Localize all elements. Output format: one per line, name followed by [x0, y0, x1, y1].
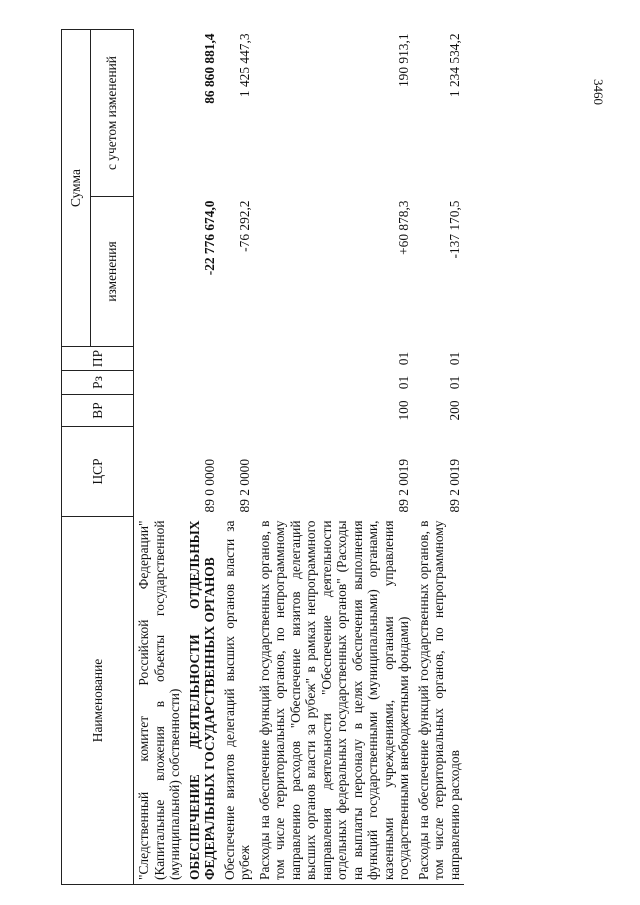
table-row	[255, 29, 414, 884]
table-row	[414, 29, 465, 884]
header-csr: ЦСР	[62, 427, 134, 517]
table-row	[185, 29, 220, 884]
row-total: 1 234 534,2	[446, 33, 462, 98]
row-change: -137 170,5	[446, 200, 462, 259]
row-total: 1 425 447,3	[237, 33, 252, 98]
row-rz	[134, 371, 185, 395]
row-csr: 89 2 0000	[237, 458, 252, 513]
row-vr	[220, 395, 255, 427]
header-vr: ВР	[62, 395, 134, 427]
table-row	[220, 29, 255, 884]
row-change	[134, 197, 185, 347]
row-change: -22 776 674,0	[202, 200, 217, 276]
row-total: 86 860 881,4	[202, 33, 217, 104]
header-name: Наименование	[62, 517, 134, 885]
row-csr: 89 2 0019	[446, 458, 462, 513]
row-vr: 200	[446, 400, 462, 421]
row-vr	[134, 395, 185, 427]
row-pr: 01	[396, 351, 411, 366]
row-name: Расходы на обеспечение функций государственных органов, в том числе территориальных органов, по непрограммному направлению расходов	[414, 517, 465, 885]
budget-table	[61, 29, 464, 885]
row-vr	[185, 395, 220, 427]
table-header	[62, 29, 134, 884]
row-name: ОБЕСПЕЧЕНИЕ ДЕЯТЕЛЬНОСТИ ОТДЕЛЬНЫХ ФЕДЕРАЛЬНЫХ ГОСУДАРСТВЕННЫХ ОРГАНОВ	[185, 517, 220, 885]
header-rz: Рз	[62, 371, 134, 395]
page-number: 3460	[591, 79, 606, 105]
row-rz	[185, 371, 220, 395]
row-rz: 01	[396, 375, 411, 390]
row-total: 190 913,1	[396, 33, 411, 88]
row-name: Обеспечение визитов делегаций высших органов власти за рубеж	[220, 517, 255, 885]
row-total	[134, 29, 185, 196]
row-change: -76 292,2	[237, 200, 252, 252]
row-csr: 89 0 0000	[202, 458, 217, 513]
row-csr: 89 2 0019	[396, 458, 411, 513]
row-vr: 100	[396, 400, 411, 421]
row-csr	[134, 427, 185, 517]
row-rz: 01	[446, 375, 462, 390]
header-with-change: с учетом изменений	[91, 29, 134, 196]
row-pr	[185, 347, 220, 371]
header-sum: Сумма	[62, 29, 91, 346]
row-rz	[220, 371, 255, 395]
row-pr	[220, 347, 255, 371]
row-name: Расходы на обеспечение функций государственных органов, в том числе территориальных органов, по непрограммному направлению расходов "Обеспечение визитов делегаций высших органов власти за рубеж" в рамках непрограммного направления деятельности "Обеспечение деятельности отдельных федеральных государственных органов" (Расходы на выплаты персоналу в целях обеспечения выполнения функций государственными (муниципальными) органами, казенными учреждениями, органами управления государственными внебюджетными фондами)	[255, 517, 414, 885]
row-pr: 01	[446, 351, 462, 366]
row-change: +60 878,3	[396, 200, 411, 255]
row-pr	[134, 347, 185, 371]
table-body	[134, 29, 465, 884]
header-change: изменения	[91, 197, 134, 347]
table-row	[134, 29, 185, 884]
header-pr: ПР	[62, 347, 134, 371]
row-name: "Следственный комитет Российской Федерации" (Капитальные вложения в объекты государственной (муниципальной) собственности)	[134, 517, 185, 885]
